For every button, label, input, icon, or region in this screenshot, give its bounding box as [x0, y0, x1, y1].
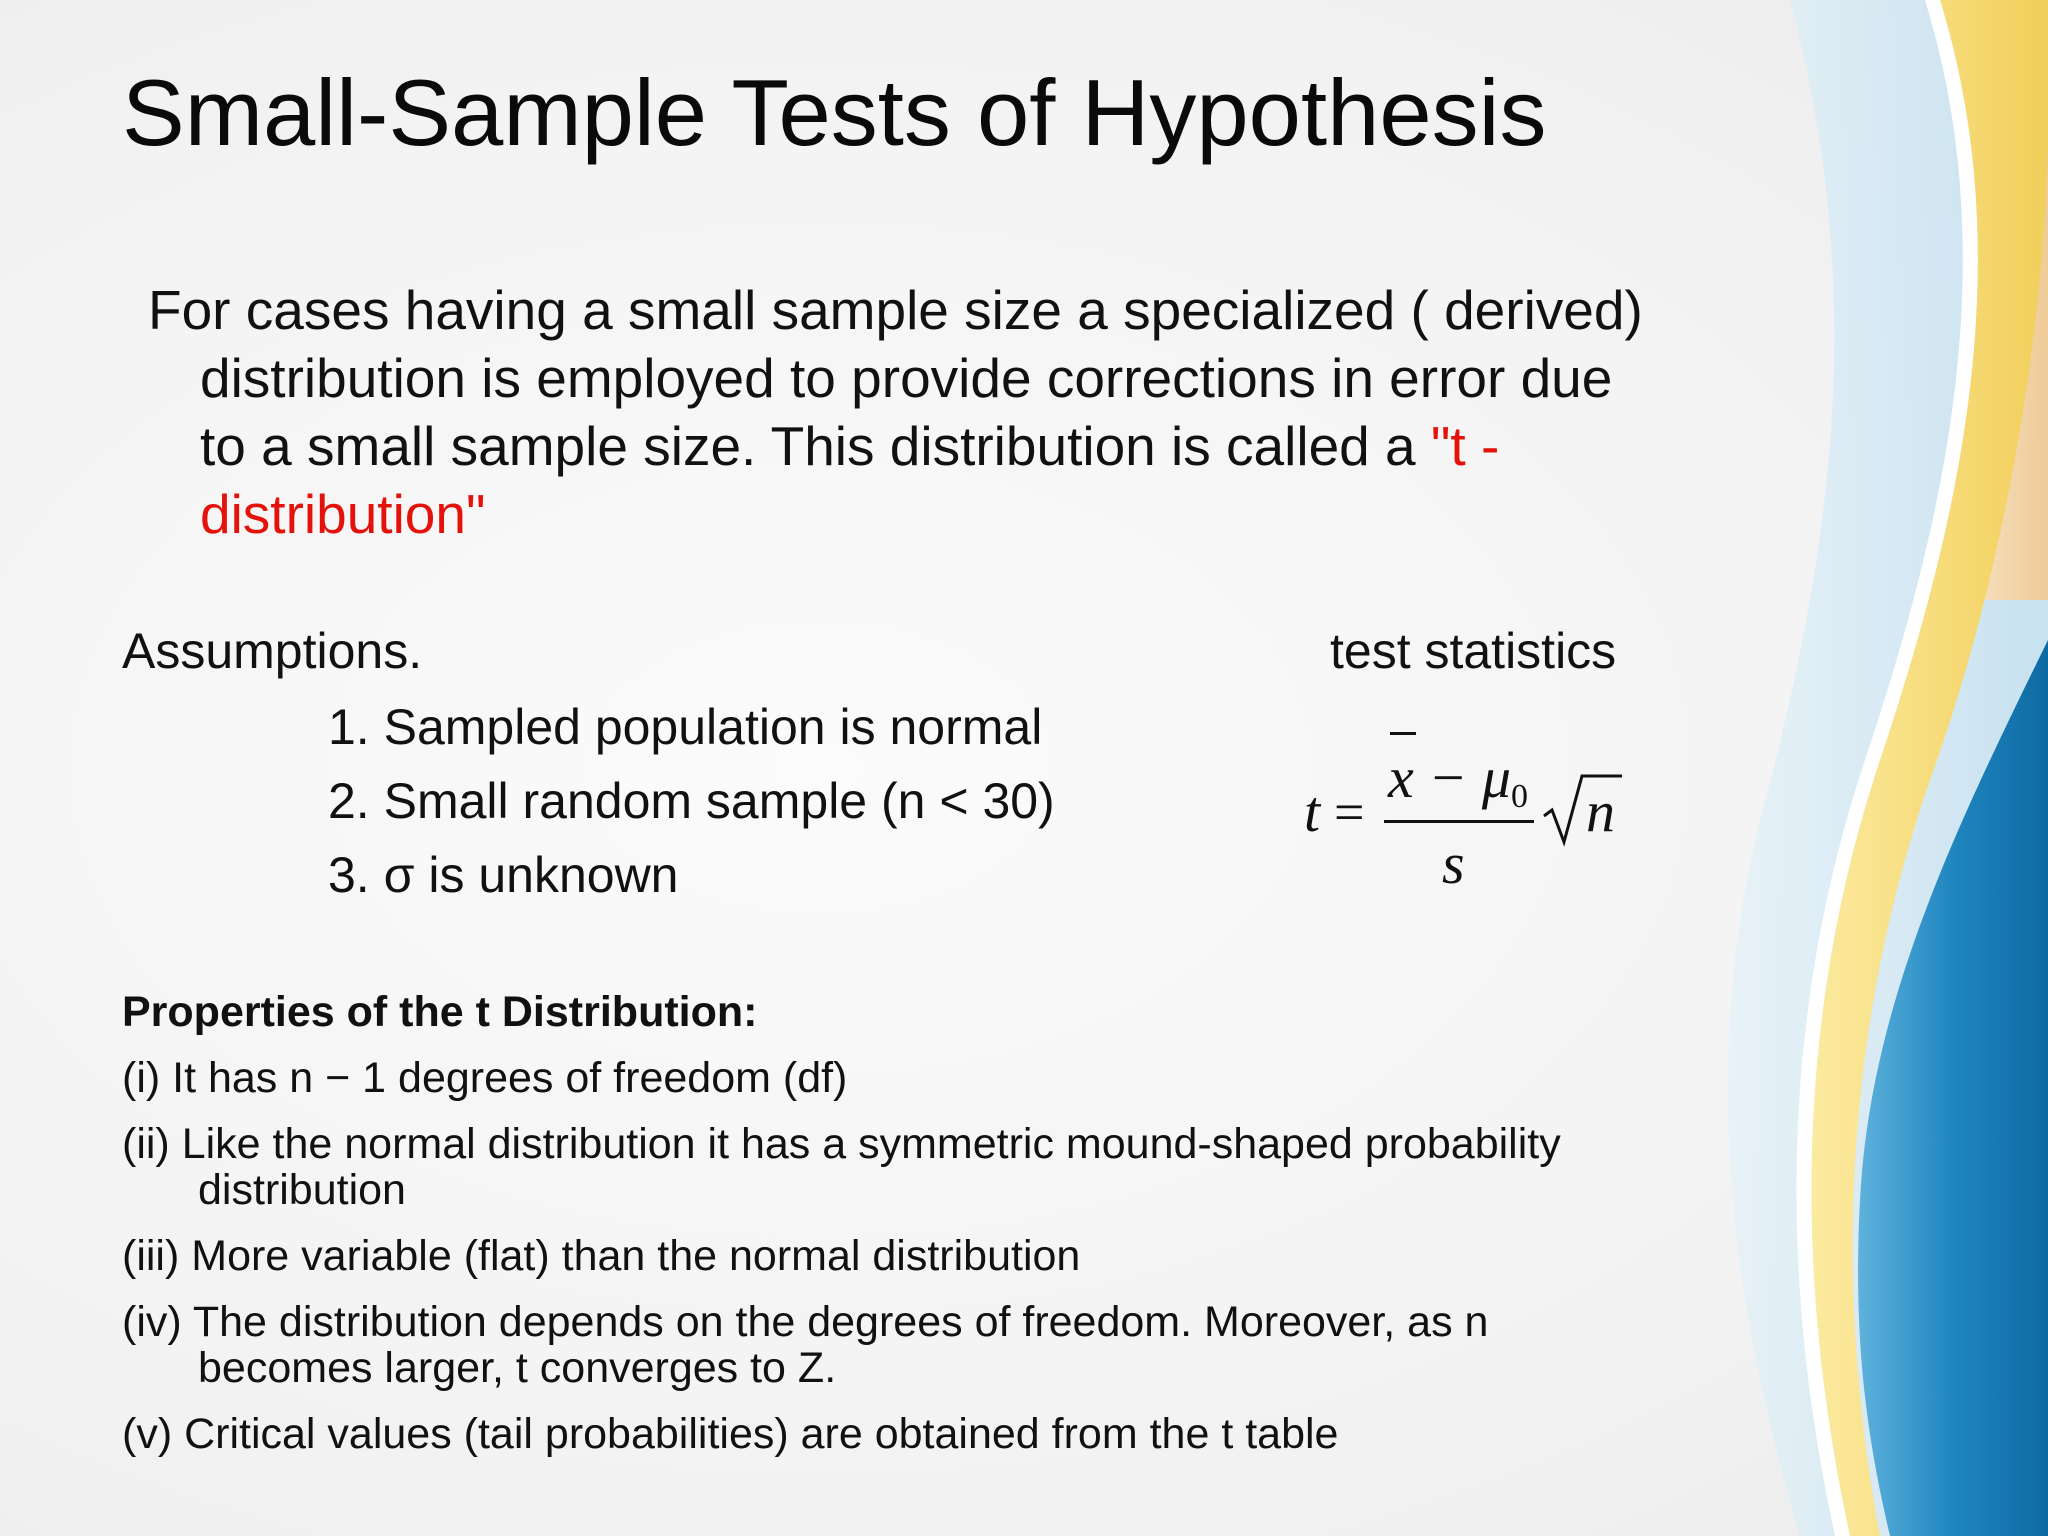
property-item: [122, 1408, 1702, 1460]
property-line: (iii) More variable (flat) than the normal distribution: [122, 1232, 1081, 1280]
intro-line: For cases having a small sample size a specialized ( derived): [148, 279, 1643, 341]
test-statistics-heading: test statistics: [1330, 623, 1617, 679]
property-line: (ii) Like the normal distribution it has a symmetric mound-shaped probability: [122, 1120, 1561, 1168]
formula-denominator: s: [1442, 831, 1465, 896]
assumption-item: 2. Small random sample (n < 30): [328, 773, 1055, 829]
property-item: [122, 1230, 1702, 1282]
property-item: [122, 1118, 1702, 1216]
t-distribution-highlight: distribution": [200, 483, 486, 545]
intro-line: distribution is employed to provide corrections in error due: [200, 347, 1613, 409]
properties-section: [122, 986, 1702, 1474]
property-line: (v) Critical values (tail probabilities) are obtained from the t table: [122, 1410, 1339, 1458]
property-line-continued: becomes larger, t converges to Z.: [198, 1344, 837, 1392]
formula-numerator-text: x − μ: [1388, 745, 1511, 810]
formula-equals: =: [1334, 782, 1365, 842]
property-item: [122, 1296, 1702, 1394]
property-line: (iv) The distribution depends on the degrees of freedom. Moreover, as n: [122, 1298, 1489, 1346]
intro-line-text: to a small sample size. This distribution is called a: [200, 415, 1431, 477]
property-line-continued: distribution: [198, 1166, 406, 1214]
t-distribution-highlight: "t -: [1430, 415, 1500, 477]
intro-line-with-highlight: [148, 412, 1708, 480]
property-line: (i) It has n − 1 degrees of freedom (df): [122, 1054, 848, 1102]
formula-numerator-subscript: 0: [1511, 778, 1528, 815]
slide-title: Small-Sample Tests of Hypothesis: [122, 60, 1547, 165]
assumptions-list: [328, 690, 1055, 912]
x-bar-overline: [1390, 732, 1416, 735]
assumptions-heading: Assumptions.: [122, 623, 423, 679]
fraction-bar: [1384, 820, 1534, 823]
assumption-item: 3. σ is unknown: [328, 847, 679, 903]
intro-paragraph: [148, 276, 1708, 548]
formula-numerator: [1388, 745, 1528, 827]
formula-radicand: n: [1586, 779, 1615, 844]
assumption-item: 1. Sampled population is normal: [328, 699, 1043, 755]
t-statistic-formula: [1290, 718, 1630, 908]
formula-lhs: t: [1304, 779, 1321, 844]
property-item: [122, 1052, 1702, 1104]
properties-heading: Properties of the t Distribution:: [122, 988, 758, 1036]
